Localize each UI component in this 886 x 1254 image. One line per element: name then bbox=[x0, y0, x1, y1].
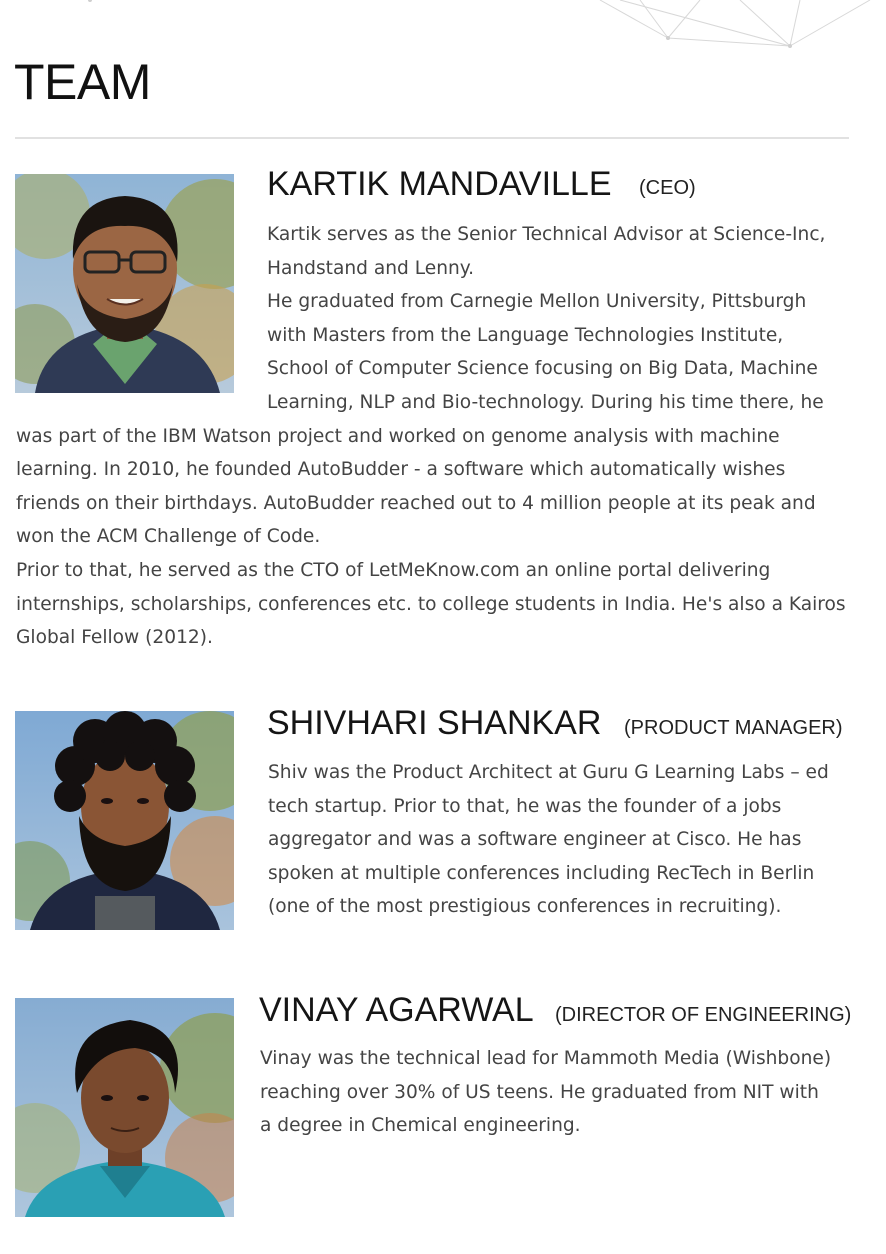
member-role: (DIRECTOR OF ENGINEERING) bbox=[555, 1004, 852, 1026]
bio-line: He graduated from Carnegie Mellon University, Pittsburgh bbox=[267, 291, 807, 313]
bio-line: Learning, NLP and Bio-technology. During his time there, he bbox=[267, 391, 824, 413]
bio-line: Kartik serves as the Senior Technical Advisor at Science-Inc, bbox=[267, 224, 826, 245]
title-divider bbox=[15, 137, 849, 139]
page-title: TEAM bbox=[14, 54, 151, 110]
member-name: VINAY AGARWAL bbox=[259, 991, 534, 1029]
member-bio bbox=[268, 756, 829, 924]
member-role: (CEO) bbox=[639, 177, 696, 199]
profile-photo bbox=[15, 711, 234, 930]
member-name: SHIVHARI SHANKAR bbox=[267, 704, 602, 742]
bio-line: aggregator and was a software engineer at Cisco. He has bbox=[268, 829, 802, 851]
bio-line: won the ACM Challenge of Code. bbox=[16, 526, 321, 548]
bio-line: tech startup. Prior to that, he was the founder of a jobs bbox=[268, 795, 782, 817]
bio-line: (one of the most prestigious conferences in recruiting). bbox=[268, 896, 782, 918]
bio-line: friends on their birthdays. AutoBudder reached out to 4 million people at its peak and bbox=[16, 492, 816, 514]
bio-line: was part of the IBM Watson project and worked on genome analysis with machine bbox=[16, 425, 780, 447]
bio-line: School of Computer Science focusing on Big Data, Machine bbox=[267, 358, 818, 380]
member-bio bbox=[260, 1042, 831, 1143]
bio-line: Vinay was the technical lead for Mammoth Media (Wishbone) bbox=[260, 1048, 832, 1069]
member-name: KARTIK MANDAVILLE bbox=[267, 165, 612, 203]
bio-line: internships, scholarships, conferences etc. to college students in India. He's also a Kairos bbox=[16, 593, 846, 615]
bio-line: spoken at multiple conferences including RecTech in Berlin bbox=[268, 862, 815, 884]
bio-line: Shiv was the Product Architect at Guru G Learning Labs – ed bbox=[268, 762, 829, 783]
decorative-network-lines bbox=[0, 0, 886, 60]
bio-line: learning. In 2010, he founded AutoBudder - a software which automatically wishes bbox=[16, 459, 786, 481]
bio-line: Handstand and Lenny. bbox=[267, 257, 475, 279]
bio-line: Prior to that, he served as the CTO of LetMeKnow.com an online portal delivering bbox=[16, 559, 771, 581]
bio-line: Global Fellow (2012). bbox=[16, 627, 213, 649]
bio-line: with Masters from the Language Technologies Institute, bbox=[267, 324, 784, 346]
profile-photo bbox=[15, 998, 234, 1217]
member-role: (PRODUCT MANAGER) bbox=[624, 717, 843, 739]
member-bio bbox=[0, 218, 886, 655]
bio-line: reaching over 30% of US teens. He graduated from NIT with bbox=[260, 1081, 819, 1103]
bio-line: a degree in Chemical engineering. bbox=[260, 1115, 581, 1137]
